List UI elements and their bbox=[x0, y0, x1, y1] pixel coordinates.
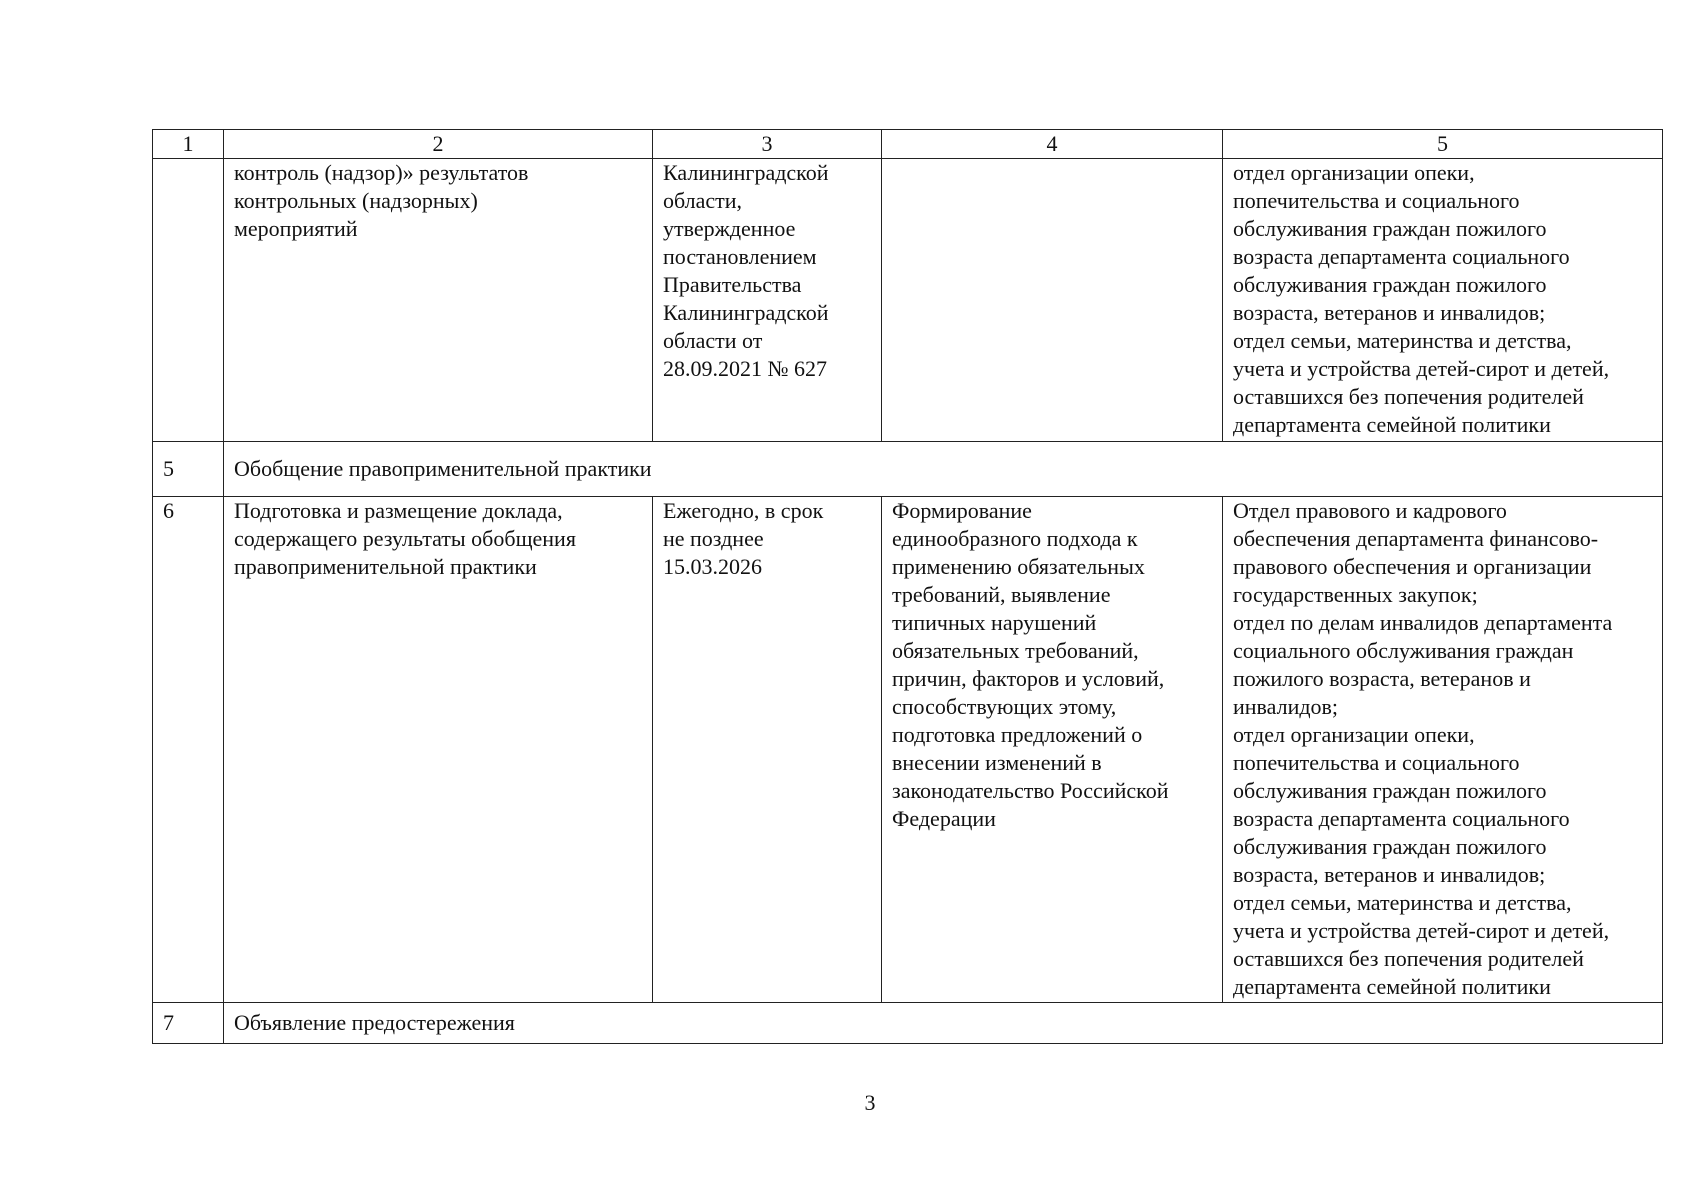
header-col-3: 3 bbox=[653, 130, 882, 159]
term-cell: Ежегодно, в срок не позднее 15.03.2026 bbox=[653, 497, 882, 1003]
section-number: 5 bbox=[153, 442, 224, 497]
row-number-cell: 6 bbox=[153, 497, 224, 1003]
header-col-1: 1 bbox=[153, 130, 224, 159]
page-number: 3 bbox=[864, 1090, 876, 1115]
section-title: Объявление предостережения bbox=[224, 1003, 1663, 1044]
result-cell: Формирование единообразного подхода к применению обязательных требований, выявление типичных нарушений обязательных требований, причин, факторов и условий, способствующих этому, подготовка предложений о внесении изменений в законодательство Российской Федерации bbox=[882, 497, 1223, 1003]
row-number-cell bbox=[153, 159, 224, 442]
header-col-4: 4 bbox=[882, 130, 1223, 159]
measure-cell: Подготовка и размещение доклада, содержащего результаты обобщения правоприменительной практики bbox=[224, 497, 653, 1003]
table-row bbox=[153, 159, 1663, 442]
term-cell: Калининградской области, утвержденное постановлением Правительства Калининградской области от 28.09.2021 № 627 bbox=[653, 159, 882, 442]
section-row bbox=[153, 442, 1663, 497]
section-title: Обобщение правоприменительной практики bbox=[224, 442, 1663, 497]
measures-table bbox=[152, 129, 1663, 1044]
responsible-cell: Отдел правового и кадрового обеспечения департамента финансово- правового обеспечения и организации государственных закупок; отдел по делам инвалидов департамента социального обслуживания граждан пожилого возраста, ветеранов и инвалидов; отдел организации опеки, попечительства и социального обслуживания граждан пожилого возраста департамента социального обслуживания граждан пожилого возраста, ветеранов и инвалидов; отдел семьи, материнства и детства, учета и устройства детей-сирот и детей, оставшихся без попечения родителей департамента семейной политики bbox=[1223, 497, 1663, 1003]
measure-cell: контроль (надзор)» результатов контрольных (надзорных) мероприятий bbox=[224, 159, 653, 442]
section-number: 7 bbox=[153, 1003, 224, 1044]
header-col-2: 2 bbox=[224, 130, 653, 159]
result-cell bbox=[882, 159, 1223, 442]
header-col-5: 5 bbox=[1223, 130, 1663, 159]
section-row bbox=[153, 1003, 1663, 1044]
table-row bbox=[153, 497, 1663, 1003]
table-header-row bbox=[153, 130, 1663, 159]
responsible-cell: отдел организации опеки, попечительства и социального обслуживания граждан пожилого возраста департамента социального обслуживания граждан пожилого возраста, ветеранов и инвалидов; отдел семьи, материнства и детства, учета и устройства детей-сирот и детей, оставшихся без попечения родителей департамента семейной политики bbox=[1223, 159, 1663, 442]
